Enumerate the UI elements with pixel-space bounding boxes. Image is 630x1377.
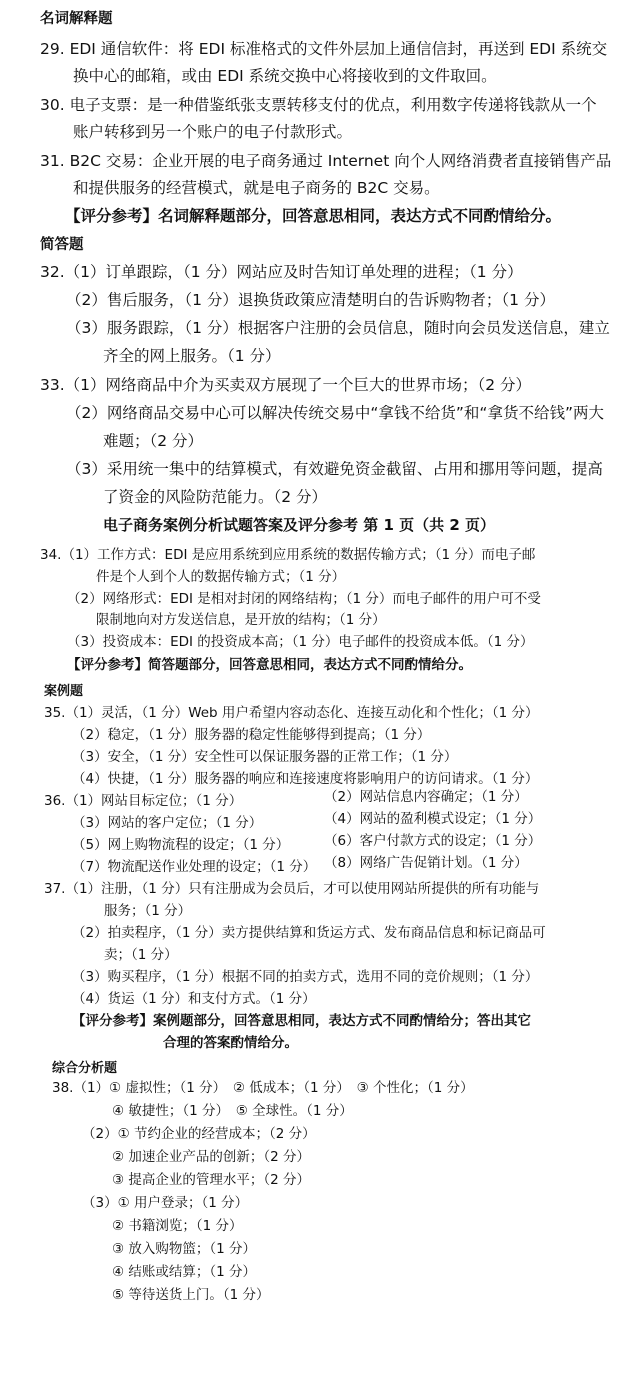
q30-line-2: 账户转移到另一个账户的电子付款形式。 (73, 123, 353, 141)
section-heading-short-answer: 简答题 (40, 237, 84, 253)
q37-line-3: （2）拍卖程序，（1 分）卖方提供结算和货运方式、发布商品信息和标记商品可 (72, 925, 546, 941)
q35-line-4: （4）快捷，（1 分）服务器的响应和连接速度将影响用户的访问请求。（1 分） (72, 771, 539, 787)
q36-item-3: （3）网站的客户定位；（1 分） (72, 815, 263, 831)
q35-line-1: 35.（1）灵活，（1 分）Web 用户希望内容动态化、连接互动化和个性化；（1 分） (44, 705, 539, 721)
q36-item-7: （7）物流配送作业处理的设定；（1 分） (72, 859, 317, 875)
grading-note-short-answer: 【评分参考】简答题部分，回答意思相同，表达方式不同酌情给分。 (67, 657, 472, 673)
q34-line-1: 34.（1）工作方式：EDI 是应用系统到应用系统的数据传输方式；（1 分）而电子邮 (40, 547, 536, 563)
q37-line-6: （4）货运（1 分）和支付方式。（1 分） (72, 991, 316, 1007)
q32-line-3: （3）服务跟踪，（1 分）根据客户注册的会员信息，随时向会员发送信息，建立 (66, 319, 610, 337)
grading-note-terms: 【评分参考】名词解释题部分，回答意思相同，表达方式不同酌情给分。 (65, 207, 562, 225)
q34-line-4: 限制地向对方发送信息，是开放的结构；（1 分） (96, 612, 386, 628)
q36-item-1: 36.（1）网站目标定位；（1 分） (44, 793, 243, 809)
q38-line-9: ④ 结账或结算；（1 分） (112, 1264, 257, 1280)
q35-line-3: （3）安全，（1 分）安全性可以保证服务器的正常工作；（1 分） (72, 749, 458, 765)
q36-item-6: （6）客户付款方式的设定；（1 分） (324, 833, 542, 849)
q38-line-4: ② 加速企业产品的创新；（2 分） (112, 1149, 311, 1165)
q37-line-4: 卖；（1 分） (104, 947, 178, 963)
q34-line-2: 件是个人到个人的数据传输方式；（1 分） (96, 569, 346, 585)
q36-item-4: （4）网站的盈利模式设定；（1 分） (324, 811, 542, 827)
q31-line-2: 和提供服务的经营模式，就是电子商务的 B2C 交易。 (73, 179, 440, 197)
q33-line-4: （3）采用统一集中的结算模式，有效避免资金截留、占用和挪用等问题，提高 (66, 460, 603, 478)
q37-line-2: 服务；（1 分） (104, 903, 192, 919)
q30-line-1: 30. 电子支票：是一种借鉴纸张支票转移支付的优点，利用数字传递将钱款从一个 (40, 96, 597, 114)
q32-line-4: 齐全的网上服务。（1 分） (103, 347, 281, 365)
q38-line-10: ⑤ 等待送货上门。（1 分） (112, 1287, 270, 1303)
q38-line-7: ② 书籍浏览；（1 分） (112, 1218, 243, 1234)
section-heading-cases: 案例题 (44, 684, 84, 699)
section-heading-analysis: 综合分析题 (52, 1061, 118, 1076)
q38-line-3: （2）① 节约企业的经营成本；（2 分） (82, 1126, 316, 1142)
q37-line-1: 37.（1）注册，（1 分）只有注册成为会员后，才可以使用网站所提供的所有功能与 (44, 881, 540, 897)
q31-line-1: 31. B2C 交易：企业开展的电子商务通过 Internet 向个人网络消费者直接销售产品 (40, 152, 612, 170)
q33-line-2: （2）网络商品交易中心可以解决传统交易中“拿钱不给货”和“拿货不给钱”两大 (66, 404, 604, 422)
grading-note-cases-line-2: 合理的答案酌情给分。 (163, 1035, 298, 1051)
q33-line-5: 了资金的风险防范能力。（2 分） (103, 488, 328, 506)
q38-line-5: ③ 提高企业的管理水平；（2 分） (112, 1172, 311, 1188)
q34-line-5: （3）投资成本：EDI 的投资成本高；（1 分）电子邮件的投资成本低。（1 分） (67, 634, 534, 650)
q38-line-2: ④ 敏捷性；（1 分） ⑤ 全球性。（1 分） (112, 1103, 353, 1119)
q38-line-6: （3）① 用户登录；（1 分） (82, 1195, 249, 1211)
page-footer: 电子商务案例分析试题答案及评分参考 第 1 页（共 2 页） (103, 516, 495, 534)
q33-line-3: 难题；（2 分） (103, 432, 204, 450)
q29-line-1: 29. EDI 通信软件：将 EDI 标准格式的文件外层加上通信信封，再送到 EDI 系统交 (40, 40, 608, 58)
section-heading-terms: 名词解释题 (40, 11, 113, 27)
q32-line-1: 32.（1）订单跟踪，（1 分）网站应及时告知订单处理的进程；（1 分） (40, 263, 523, 281)
q38-line-1: 38.（1）① 虚拟性；（1 分） ② 低成本；（1 分） ③ 个性化；（1 分） (52, 1080, 474, 1096)
q37-line-5: （3）购买程序，（1 分）根据不同的拍卖方式，选用不同的竞价规则；（1 分） (72, 969, 539, 985)
q33-line-1: 33.（1）网络商品中介为买卖双方展现了一个巨大的世界市场；（2 分） (40, 376, 532, 394)
q38-line-8: ③ 放入购物篮；（1 分） (112, 1241, 257, 1257)
q32-line-2: （2）售后服务，（1 分）退换货政策应清楚明白的告诉购物者；（1 分） (66, 291, 555, 309)
q36-item-8: （8）网络广告促销计划。（1 分） (324, 855, 528, 871)
q36-item-2: （2）网站信息内容确定；（1 分） (324, 789, 528, 805)
q34-line-3: （2）网络形式：EDI 是相对封闭的网络结构；（1 分）而电子邮件的用户可不受 (67, 591, 541, 607)
grading-note-cases-line-1: 【评分参考】案例题部分，回答意思相同，表达方式不同酌情给分；答出其它 (72, 1013, 531, 1029)
q36-item-5: （5）网上购物流程的设定；（1 分） (72, 837, 290, 853)
q29-line-2: 换中心的邮箱，或由 EDI 系统交换中心将接收到的文件取回。 (73, 67, 497, 85)
q35-line-2: （2）稳定，（1 分）服务器的稳定性能够得到提高；（1 分） (72, 727, 431, 743)
